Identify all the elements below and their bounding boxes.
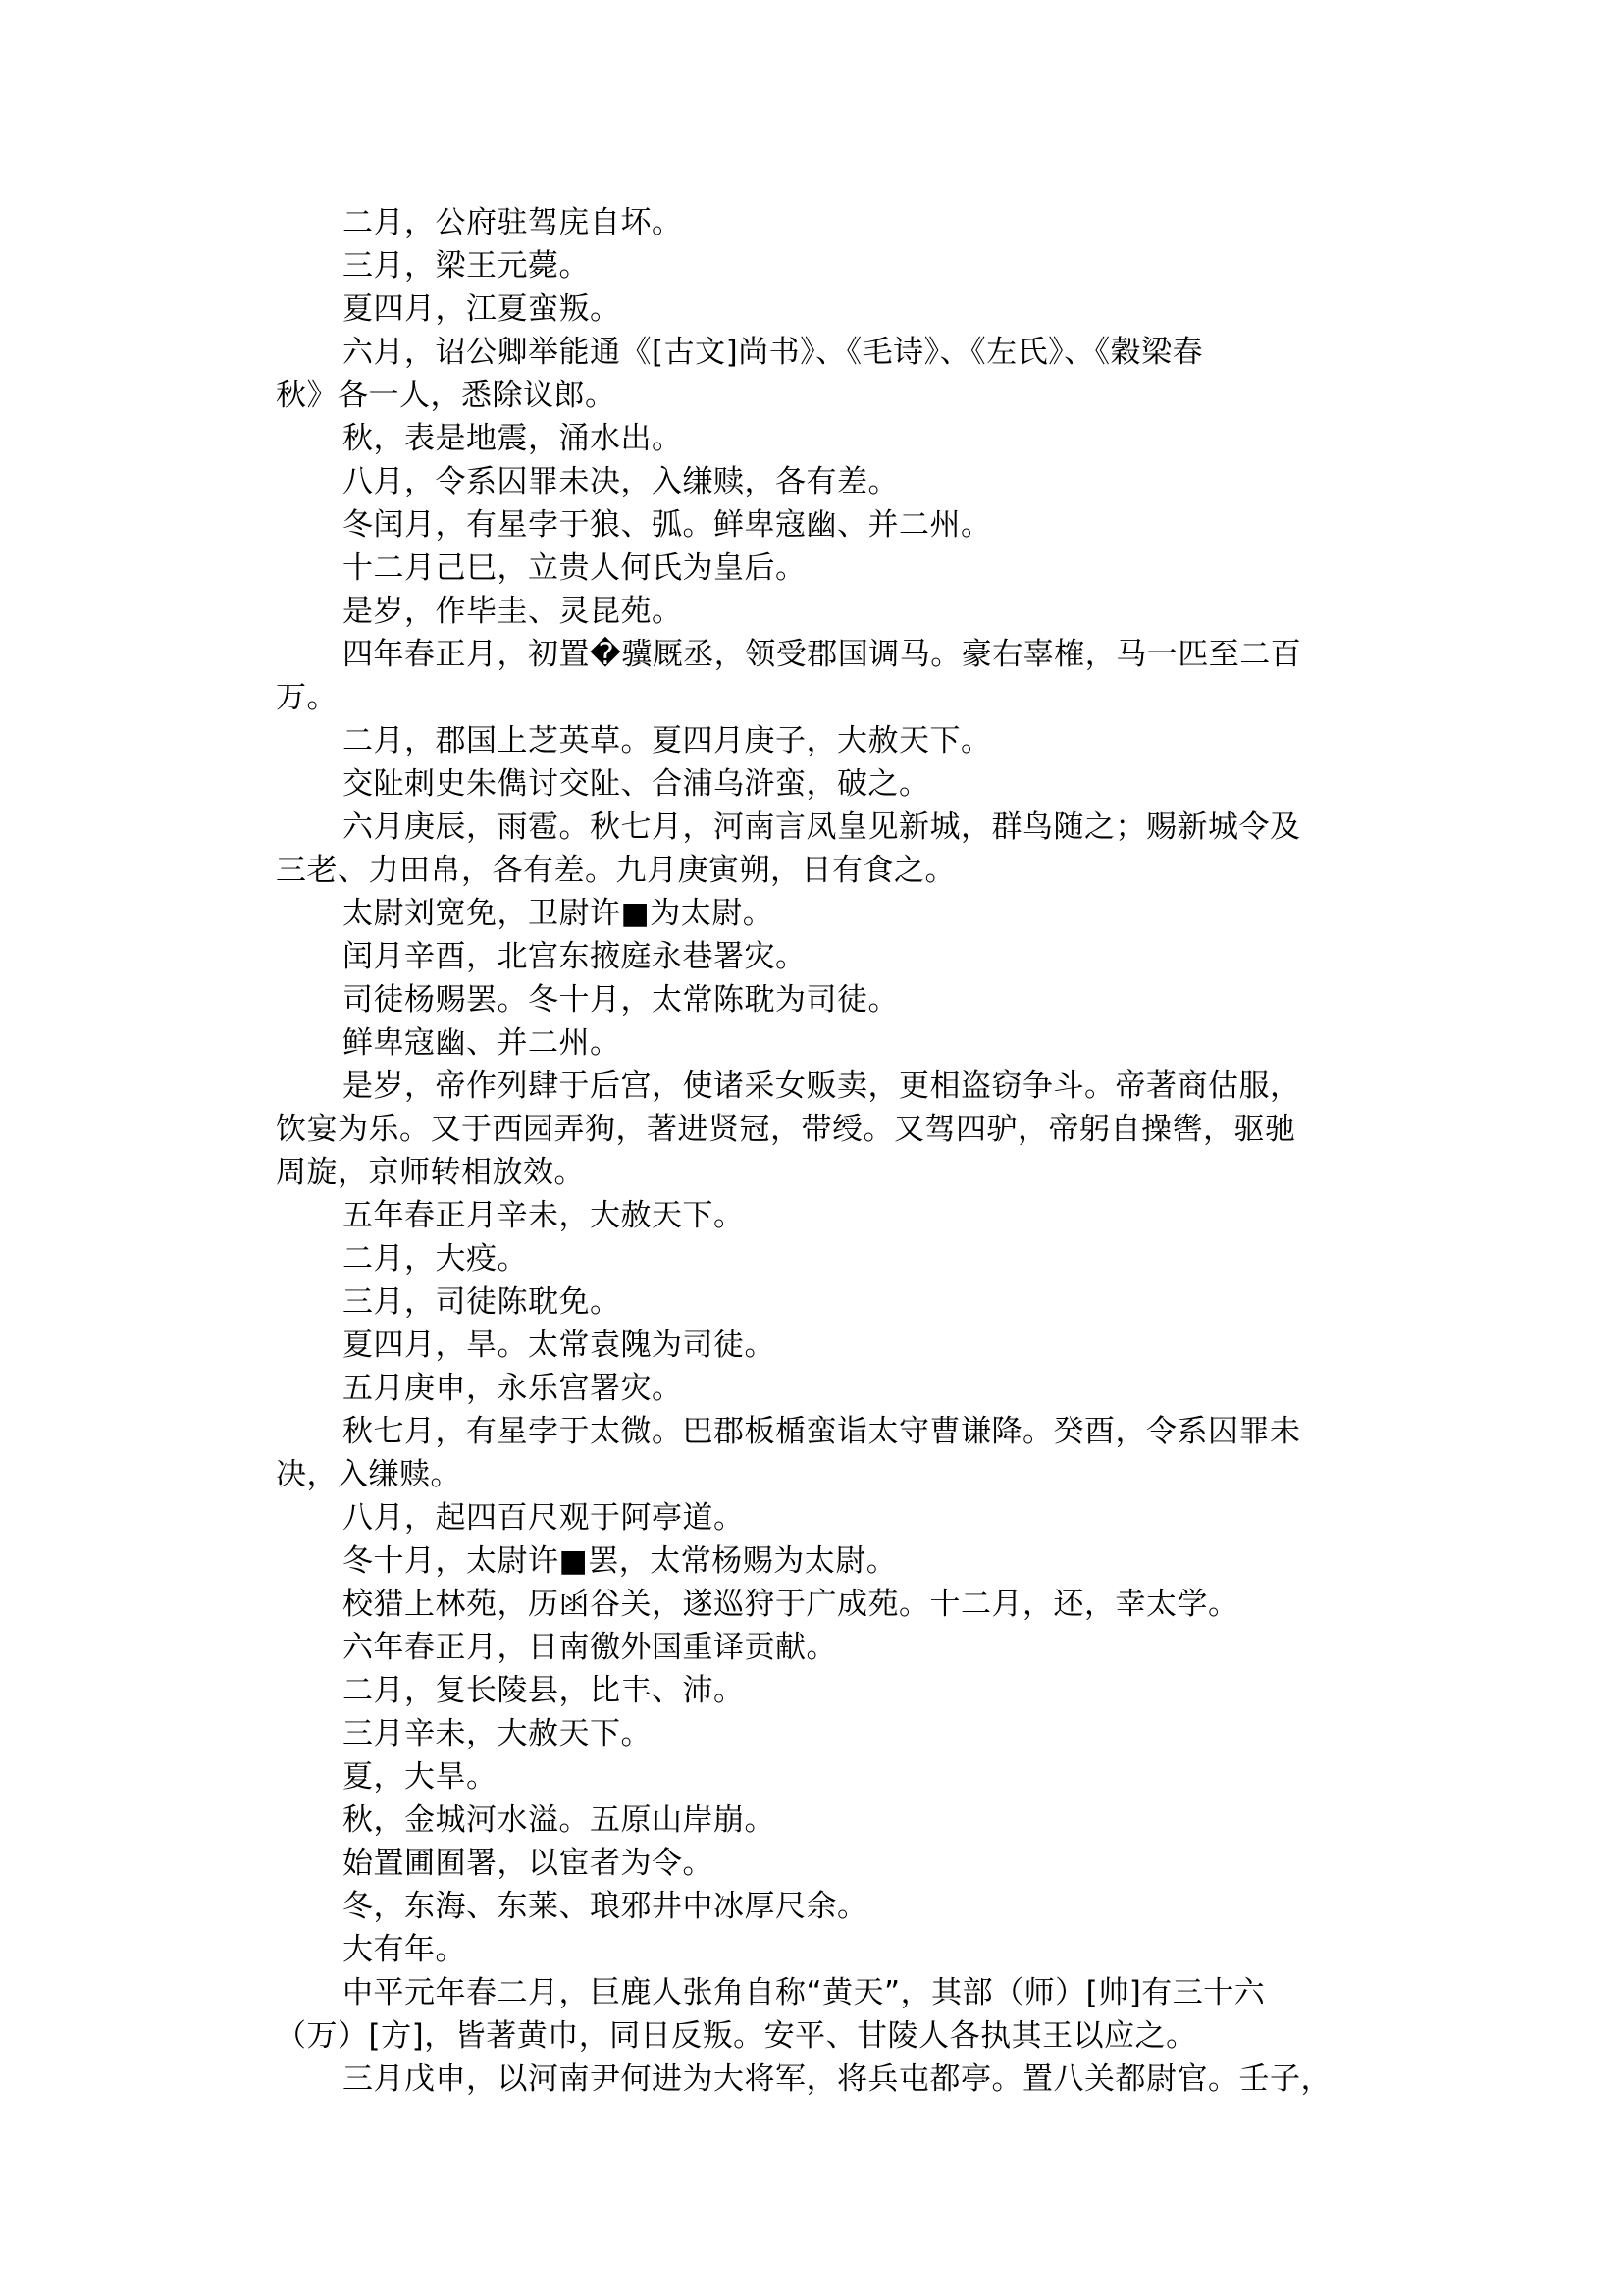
text-line: 八月，令系囚罪未决，入缣赎，各有差。	[342, 464, 899, 499]
text-line: 二月，公府驻驾庑自坏。	[342, 205, 683, 240]
text-line: 饮宴为乐。又于西园弄狗，著进贤冠，带绶。又驾四驴，帝躬自操辔，驱驰	[276, 1112, 1296, 1147]
paragraph	[276, 978, 1371, 1021]
text-line: 冬十月，太尉许■罢，太常杨赐为太尉。	[342, 1543, 898, 1579]
text-line: （万）[方]，皆著黄巾，同日反叛。安平、甘陵人各执其王以应之。	[276, 2018, 1197, 2054]
text-line: 四年春正月，初置�骥厩丞，领受郡国调马。豪右辜榷，马一匹至二百	[342, 637, 1302, 672]
text-line: 太尉刘宽免，卫尉许■为太尉。	[342, 896, 774, 931]
text-line: 是岁，作毕圭、灵昆苑。	[342, 594, 683, 629]
paragraph	[276, 1496, 1371, 1539]
text-line: 六月庚辰，雨雹。秋七月，河南言凤皇见新城，群鸟随之；赐新城令及	[342, 809, 1301, 845]
paragraph	[276, 1583, 1371, 1626]
paragraph	[276, 806, 1371, 892]
paragraph	[276, 1971, 1371, 2058]
paragraph	[276, 417, 1371, 460]
paragraph	[276, 547, 1371, 590]
text-line: 夏四月，江夏蛮叛。	[342, 291, 621, 327]
paragraph	[276, 1410, 1371, 1496]
text-line: 六年春正月，日南徼外国重译贡献。	[342, 1630, 837, 1665]
paragraph	[276, 1539, 1371, 1583]
text-line: 三老、力田帛，各有差。九月庚寅朔，日有食之。	[276, 853, 956, 888]
paragraph	[276, 1194, 1371, 1237]
text-line: 三月，司徒陈耽免。	[342, 1284, 621, 1320]
paragraph	[276, 201, 1371, 244]
paragraph	[276, 935, 1371, 978]
paragraph	[276, 1842, 1371, 1885]
paragraph	[276, 1928, 1371, 1971]
text-line: 交阯刺史朱儁讨交阯、合浦乌浒蛮，破之。	[342, 766, 930, 802]
paragraph	[276, 503, 1371, 547]
paragraph	[276, 1065, 1371, 1194]
text-line: 周旋，京师转相放效。	[276, 1155, 585, 1190]
paragraph	[276, 1712, 1371, 1755]
text-line: 六月，诏公卿举能通《[古文]尚书》、《毛诗》、《左氏》、《穀梁春	[342, 335, 1204, 370]
text-line: 秋，金城河水溢。五原山岸崩。	[342, 1802, 775, 1838]
text-line: 秋》各一人，悉除议郎。	[276, 378, 616, 413]
text-line: 五月庚申，永乐宫署灾。	[342, 1371, 683, 1406]
paragraph	[276, 892, 1371, 935]
text-line: 司徒杨赐罢。冬十月，太常陈耽为司徒。	[342, 982, 899, 1017]
text-line: 夏，大旱。	[342, 1759, 498, 1795]
text-line: 校猎上林苑，历函谷关，遂巡狩于广成苑。十二月，还，幸太学。	[342, 1587, 1239, 1622]
paragraph	[276, 719, 1371, 762]
text-line: 八月，起四百尺观于阿亭道。	[342, 1500, 745, 1536]
text-line: 中平元年春二月，巨鹿人张角自称“黄天”，其部（师）[帅]有三十六	[342, 1975, 1266, 2010]
body-text	[276, 201, 1371, 2101]
paragraph	[276, 1885, 1371, 1928]
text-line: 闰月辛酉，北宫东掖庭永巷署灾。	[342, 939, 807, 974]
text-line: 秋七月，有星孛于太微。巴郡板楯蛮诣太守曹谦降。癸酉，令系囚罪未	[342, 1414, 1301, 1449]
text-line: 冬，东海、东莱、琅邪井中冰厚尺余。	[342, 1889, 868, 1924]
text-line: 三月，梁王元薨。	[342, 248, 590, 284]
paragraph	[276, 633, 1371, 719]
text-line: 鲜卑寇幽、并二州。	[342, 1025, 621, 1061]
paragraph	[276, 2058, 1371, 2101]
paragraph	[276, 590, 1371, 633]
paragraph	[276, 331, 1371, 417]
paragraph	[276, 1799, 1371, 1842]
text-line: 二月，复长陵县，比丰、沛。	[342, 1673, 745, 1708]
paragraph	[276, 460, 1371, 503]
paragraph	[276, 1669, 1371, 1712]
text-line: 大有年。	[342, 1932, 466, 1967]
text-line: 二月，郡国上芝英草。夏四月庚子，大赦天下。	[342, 723, 992, 758]
text-line: 夏四月，旱。太常袁隗为司徒。	[342, 1328, 775, 1363]
text-line: 是岁，帝作列肆于后宫，使诸采女贩卖，更相盗窃争斗。帝著商估服，	[342, 1069, 1301, 1104]
text-line: 三月辛未，大赦天下。	[342, 1716, 652, 1751]
paragraph	[276, 1755, 1371, 1799]
text-line: 十二月己巳，立贵人何氏为皇后。	[342, 550, 807, 586]
paragraph	[276, 1021, 1371, 1065]
text-line: 始置圃囿署，以宦者为令。	[342, 1846, 713, 1881]
text-line: 五年春正月辛未，大赦天下。	[342, 1198, 745, 1233]
text-line: 决，入缣赎。	[276, 1457, 461, 1492]
paragraph	[276, 1280, 1371, 1324]
text-line: 万。	[276, 680, 338, 715]
text-line: 三月戊申，以河南尹何进为大将军，将兵屯都亭。置八关都尉官。壬子，	[342, 2061, 1332, 2097]
text-line: 秋，表是地震，涌水出。	[342, 421, 683, 456]
paragraph	[276, 1324, 1371, 1367]
text-line: 冬闰月，有星孛于狼、弧。鲜卑寇幽、并二州。	[342, 507, 992, 543]
paragraph	[276, 287, 1371, 331]
text-line: 二月，大疫。	[342, 1241, 528, 1277]
paragraph	[276, 1367, 1371, 1410]
paragraph	[276, 1626, 1371, 1669]
paragraph	[276, 244, 1371, 287]
paragraph	[276, 762, 1371, 806]
paragraph	[276, 1237, 1371, 1280]
